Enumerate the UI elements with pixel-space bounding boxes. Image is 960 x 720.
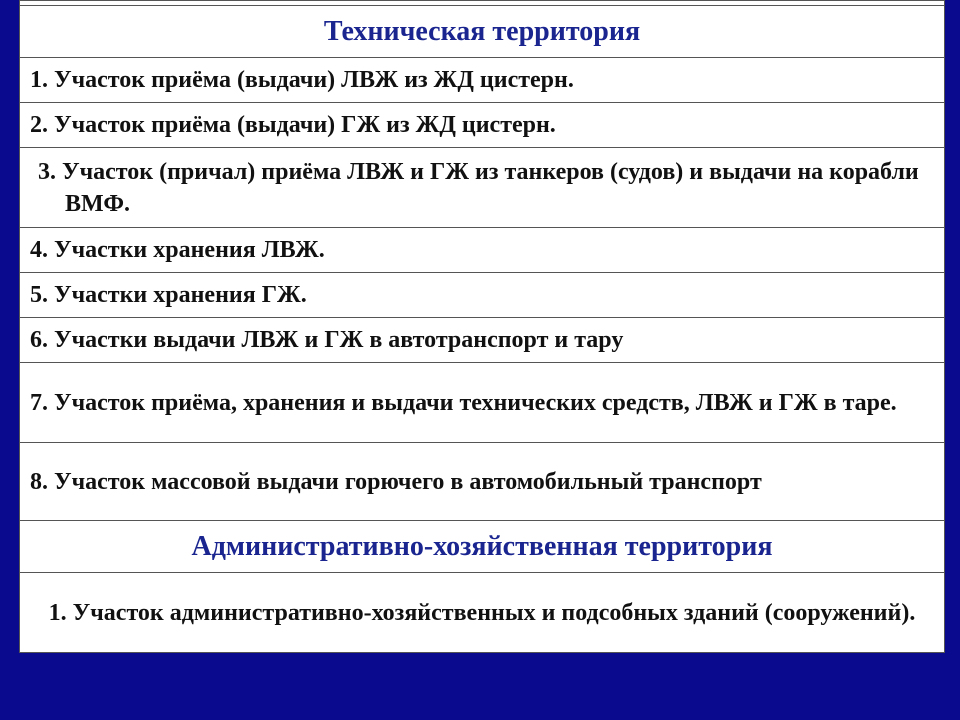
item-text: 6. Участки выдачи ЛВЖ и ГЖ в автотранспорт и тару [30, 327, 624, 353]
section-header-row [20, 521, 945, 573]
section-title-technical: Техническая территория [20, 6, 945, 58]
list-item [20, 273, 945, 318]
list-item: 1. Участок административно-хозяйственных и подсобных зданий (сооружений). [20, 573, 945, 653]
list-item [20, 58, 945, 103]
item-text: 3. Участок (причал) приёма ЛВЖ и ГЖ из танкеров (судов) и выдачи на корабли ВМФ. [38, 158, 919, 217]
section-header-row [20, 6, 945, 58]
table-row [20, 58, 945, 103]
table-row [20, 443, 945, 521]
territory-table-container [19, 0, 945, 653]
table-row [20, 363, 945, 443]
list-item [20, 363, 945, 443]
section-title-administrative: Административно-хозяйственная территория [20, 521, 945, 573]
table-row [20, 103, 945, 148]
item-text: 4. Участки хранения ЛВЖ. [30, 237, 325, 263]
item-text: 1. Участок приёма (выдачи) ЛВЖ из ЖД цистерн. [30, 67, 574, 93]
item-text: 7. Участок приёма, хранения и выдачи технических средств, ЛВЖ и ГЖ в таре. [30, 389, 897, 416]
list-item [20, 148, 945, 228]
item-text: 2. Участок приёма (выдачи) ГЖ из ЖД цистерн. [30, 112, 556, 138]
list-item [20, 443, 945, 521]
list-item [20, 318, 945, 363]
item-text: 8. Участок массовой выдачи горючего в автомобильный транспорт [30, 468, 762, 495]
list-item [20, 228, 945, 273]
table-row [20, 573, 945, 653]
table-row [20, 228, 945, 273]
item-text: 5. Участки хранения ГЖ. [30, 282, 307, 308]
table-row [20, 148, 945, 228]
table-row [20, 318, 945, 363]
list-item [20, 103, 945, 148]
table-row [20, 273, 945, 318]
territory-table [19, 0, 945, 653]
